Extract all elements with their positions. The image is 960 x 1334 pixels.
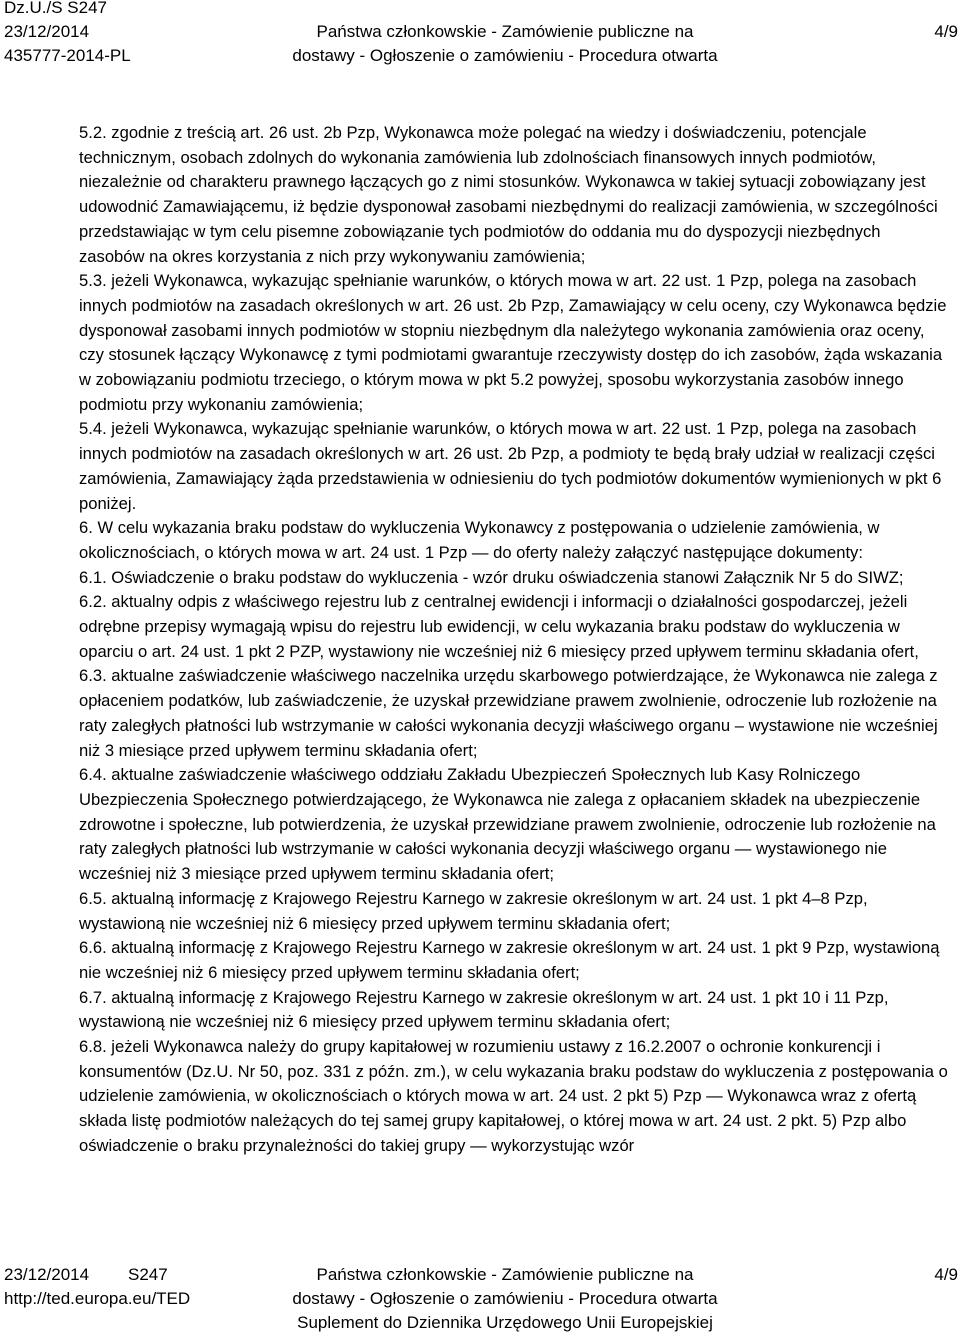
header-page-number: 4/9 xyxy=(934,22,958,41)
header-publication: Dz.U./S S247 xyxy=(4,0,107,17)
paragraph-6-2: 6.2. aktualny odpis z właściwego rejestru lub z centralnej ewidencji i informacji o działalności gospodarczej, jeżeli odrębne przepisy wymagają wpisu do rejestru lub ewidencji, w celu wykazania braku podstaw do wykluczenia w oparciu o art. 24 ust. 1 pkt 2 PZP, wystawiony nie wcześniej niż 6 miesięcy przed upływem terminu składania ofert, xyxy=(79,592,919,661)
footer-title-line1: Państwa członkowskie - Zamówienie publiczne na xyxy=(316,1265,694,1284)
footer-issue: S247 xyxy=(128,1265,168,1284)
paragraph-6-5: 6.5. aktualną informację z Krajowego Rejestru Karnego w zakresie określonym w art. 24 ust. 1 pkt 4–8 Pzp, wystawioną nie wcześniej niż 6 miesięcy przed upływem terminu składania ofert; xyxy=(79,888,868,933)
footer-title-line3: Suplement do Dziennika Urzędowego Unii Europejskiej xyxy=(297,1313,713,1332)
footer-url[interactable]: http://ted.europa.eu/TED xyxy=(4,1289,191,1308)
header-date: 23/12/2014 xyxy=(4,22,90,41)
paragraph-6: 6. W celu wykazania braku podstaw do wykluczenia Wykonawcy z postępowania o udzielenie zamówienia, w okolicznościach, o których mowa w art. 24 ust. 1 Pzp — do oferty należy załączyć następujące dokumenty: xyxy=(79,518,880,562)
paragraph-5-3: 5.3. jeżeli Wykonawca, wykazując spełnianie warunków, o których mowa w art. 22 ust. 1 Pzp, polega na zasobach innych podmiotów na zasadach określonych w art. 26 ust. 2b Pzp, Zamawiający w celu oceny, czy Wykonawca będzie dysponował zasobami innych podmiotów w stopniu niezbędnym dla należytego wykonania zamówienia oraz oceny, czy stosunek łączący Wykonawcę z tymi podmiotami gwarantuje rzeczywisty dostęp do ich zasobów, żąda wskazania w zobowiązaniu podmiotu trzeciego, o którym mowa w pkt 5.2 powyżej, sposobu wykorzystania zasobów innego podmiotu przy wykonaniu zamówienia; xyxy=(79,271,947,414)
paragraph-6-4: 6.4. aktualne zaświadczenie właściwego oddziału Zakładu Ubezpieczeń Społecznych lub Kasy Rolniczego Ubezpieczenia Społecznego potwierdzającego, że Wykonawca nie zalega z opłacaniem składek na ubezpieczenie zdrowotne i społeczne, lub potwierdzenia, że uzyskał przewidziane prawem zwolnienie, odroczenie lub rozłożenie na raty zaległych płatności lub wstrzymanie w całości wykonania decyzji właściwego organu — wystawionego nie wcześniej niż 3 miesiące przed upływem terminu składania ofert; xyxy=(79,765,936,884)
footer-page-number: 4/9 xyxy=(934,1265,958,1284)
document-body xyxy=(79,121,949,1159)
paragraph-6-7: 6.7. aktualną informację z Krajowego Rejestru Karnego w zakresie określonym w art. 24 ust. 1 pkt 10 i 11 Pzp, wystawioną nie wcześniej niż 6 miesięcy przed upływem terminu składania ofert; xyxy=(79,987,889,1032)
paragraph-5-2: 5.2. zgodnie z treścią art. 26 ust. 2b Pzp, Wykonawca może polegać na wiedzy i doświadczeniu, potencjale technicznym, osobach zdolnych do wykonania zamówienia lub zdolnościach finansowych innych podmiotów, niezależnie od charakteru prawnego łączących go z nimi stosunków. Wykonawca w takiej sytuacji zobowiązany jest udowodnić Zamawiającemu, iż będzie dysponował zasobami niezbędnymi do realizacji zamówienia, w szczególności przedstawiając w tym celu pisemne zobowiązanie tych podmiotów do oddania mu do dyspozycji niezbędnych zasobów na okres korzystania z nich przy wykonywaniu zamówienia; xyxy=(79,123,938,266)
footer-title-line2: dostawy - Ogłoszenie o zamówieniu - Procedura otwarta xyxy=(292,1289,718,1308)
header-notice-id: 435777-2014-PL xyxy=(4,46,131,65)
paragraph-6-1: 6.1. Oświadczenie o braku podstaw do wykluczenia - wzór druku oświadczenia stanowi Załącznik Nr 5 do SIWZ; xyxy=(79,567,904,587)
paragraph-6-3: 6.3. aktualne zaświadczenie właściwego naczelnika urzędu skarbowego potwierdzające, że Wykonawca nie zalega z opłaceniem podatków, lub zaświadczenie, że uzyskał przewidziane prawem zwolnienie, odroczenie lub rozłożenie na raty zaległych płatności lub wstrzymanie w całości wykonania decyzji właściwego organu – wystawione nie wcześniej niż 3 miesiące przed upływem terminu składania ofert; xyxy=(79,666,938,760)
paragraph-6-8: 6.8. jeżeli Wykonawca należy do grupy kapitałowej w rozumieniu ustawy z 16.2.2007 o ochronie konkurencji i konsumentów (Dz.U. Nr 50, poz. 331 z późn. zm.), w celu wykazania braku podstaw do wykluczenia z postępowania o udzielenie zamówienia, w okolicznościach o których mowa w art. 24 ust. 2 pkt 5) Pzp — Wykonawca wraz z ofertą składa listę podmiotów należących do tej samej grupy kapitałowej, o której mowa w art. 24 ust. 2 pkt. 5) Pzp albo oświadczenie o braku przynależności do takiej grupy — wykorzystując wzór xyxy=(79,1037,948,1155)
footer-date: 23/12/2014 xyxy=(4,1265,90,1284)
paragraph-5-4: 5.4. jeżeli Wykonawca, wykazując spełnianie warunków, o których mowa w art. 22 ust. 1 Pzp, polega na zasobach innych podmiotów na zasadach określonych w art. 26 ust. 2b Pzp, a podmioty te będą brały udział w realizacji części zamówienia, Zamawiający żąda przedstawienia w odniesieniu do tych podmiotów dokumentów wymienionych w pkt 6 poniżej. xyxy=(79,419,942,513)
paragraph-6-6: 6.6. aktualną informację z Krajowego Rejestru Karnego w zakresie określonym w art. 24 ust. 1 pkt 9 Pzp, wystawioną nie wcześniej niż 6 miesięcy przed upływem terminu składania ofert; xyxy=(79,938,940,982)
header-title-line1: Państwa członkowskie - Zamówienie publiczne na xyxy=(316,22,694,41)
header-title-line2: dostawy - Ogłoszenie o zamówieniu - Procedura otwarta xyxy=(292,46,718,65)
